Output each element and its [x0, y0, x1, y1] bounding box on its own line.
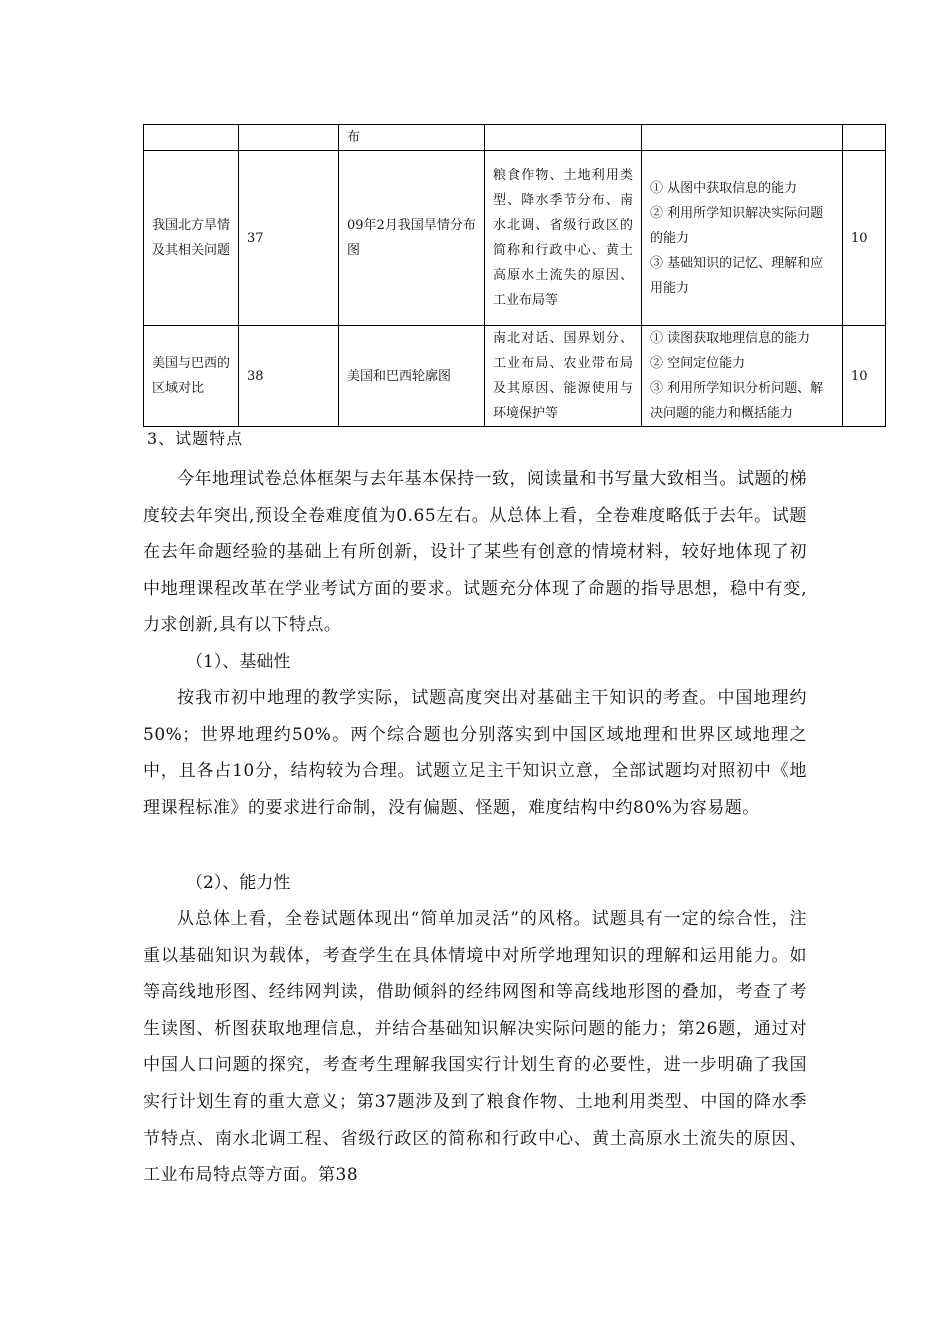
- basics-paragraph: 按我市初中地理的教学实际，试题高度突出对基础主干知识的考查。中国地理约50%；世界地理约50%。两个综合题也分别落实到中国区域地理和世界区域地理之中，且各占10分，结构较为合理。试题立足主干知识立意，全部试题均对照初中《地理课程标准》的要求进行命制，没有偏题、怪题，难度结构中约80%为容易题。: [143, 688, 807, 818]
- section-heading: 3、试题特点: [147, 429, 244, 448]
- material-cell: 布: [339, 125, 485, 151]
- ability-line: ① 读图获取地理信息的能力: [650, 331, 811, 346]
- intro-paragraph: 今年地理试卷总体框架与去年基本保持一致，阅读量和书写量大致相当。试题的梯度较去年突出,预设全卷难度值为0.65左右。从总体上看，全卷难度略低于去年。试题在去年命题经验的基础上有所创新，设计了某些有创意的情境材料，较好地体现了初中地理课程改革在学业考试方面的要求。试题充分体现了命题的指导思想，稳中有变,力求创新,具有以下特点。: [143, 469, 807, 636]
- score-cell: 10: [843, 151, 886, 326]
- ability-cell: [642, 151, 843, 326]
- material-cell: 09年2月我国旱情分布图: [339, 151, 485, 326]
- ability-line: ② 利用所学知识解决实际问题的能力: [650, 205, 824, 246]
- table-row: [144, 326, 886, 427]
- exam-analysis-table: [143, 124, 886, 427]
- table-row: [144, 151, 886, 326]
- ability-paragraph: 从总体上看，全卷试题体现出“简单加灵活”的风格。试题具有一定的综合性，注重以基础知识为载体，考查学生在具体情境中对所学地理知识的理解和运用能力。如等高线地形图、经纬网判读，借助倾斜的经纬网图和等高线地形图的叠加，考查了考生读图、析图获取地理信息，并结合基础知识解决实际问题的能力；第26题，通过对中国人口问题的探究，考查考生理解我国实行计划生育的必要性，进一步明确了我国实行计划生育的重大意义；第37题涉及到了粮食作物、土地利用类型、中国的降水季节特点、南水北调工程、省级行政区的简称和行政中心、黄土高原水土流失的原因、工业布局特点等方面。第38: [143, 909, 807, 1186]
- ability-cell: [642, 125, 843, 151]
- ability-line: ③ 基础知识的记忆、理解和应用能力: [650, 255, 824, 296]
- ability-cell: [642, 326, 843, 427]
- ability-line: ② 空间定位能力: [650, 356, 746, 371]
- question-number-cell: 38: [239, 326, 339, 427]
- score-cell: [843, 125, 886, 151]
- score-cell: 10: [843, 326, 886, 427]
- question-number-cell: [239, 125, 339, 151]
- subsection-heading-basics: （1）、基础性: [186, 652, 291, 672]
- topic-cell: 我国北方旱情及其相关问题: [144, 151, 239, 326]
- topic-cell: 美国与巴西的区域对比: [144, 326, 239, 427]
- knowledge-cell: 南北对话、国界划分、工业布局、农业带布局及其原因、能源使用与环境保护等: [485, 326, 642, 427]
- question-number-cell: 37: [239, 151, 339, 326]
- topic-cell: [144, 125, 239, 151]
- ability-line: ① 从图中获取信息的能力: [650, 180, 798, 196]
- ability-line: ③ 利用所学知识分析问题、解决问题的能力和概括能力: [650, 381, 824, 421]
- knowledge-cell: 粮食作物、土地利用类型、降水季节分布、南水北调、省级行政区的简称和行政中心、黄土高原水土流失的原因、工业布局等: [485, 151, 642, 326]
- material-cell: 美国和巴西轮廓图: [339, 326, 485, 427]
- table-row: [144, 125, 886, 151]
- knowledge-cell: [485, 125, 642, 151]
- subsection-heading-ability: （2）、能力性: [186, 873, 291, 893]
